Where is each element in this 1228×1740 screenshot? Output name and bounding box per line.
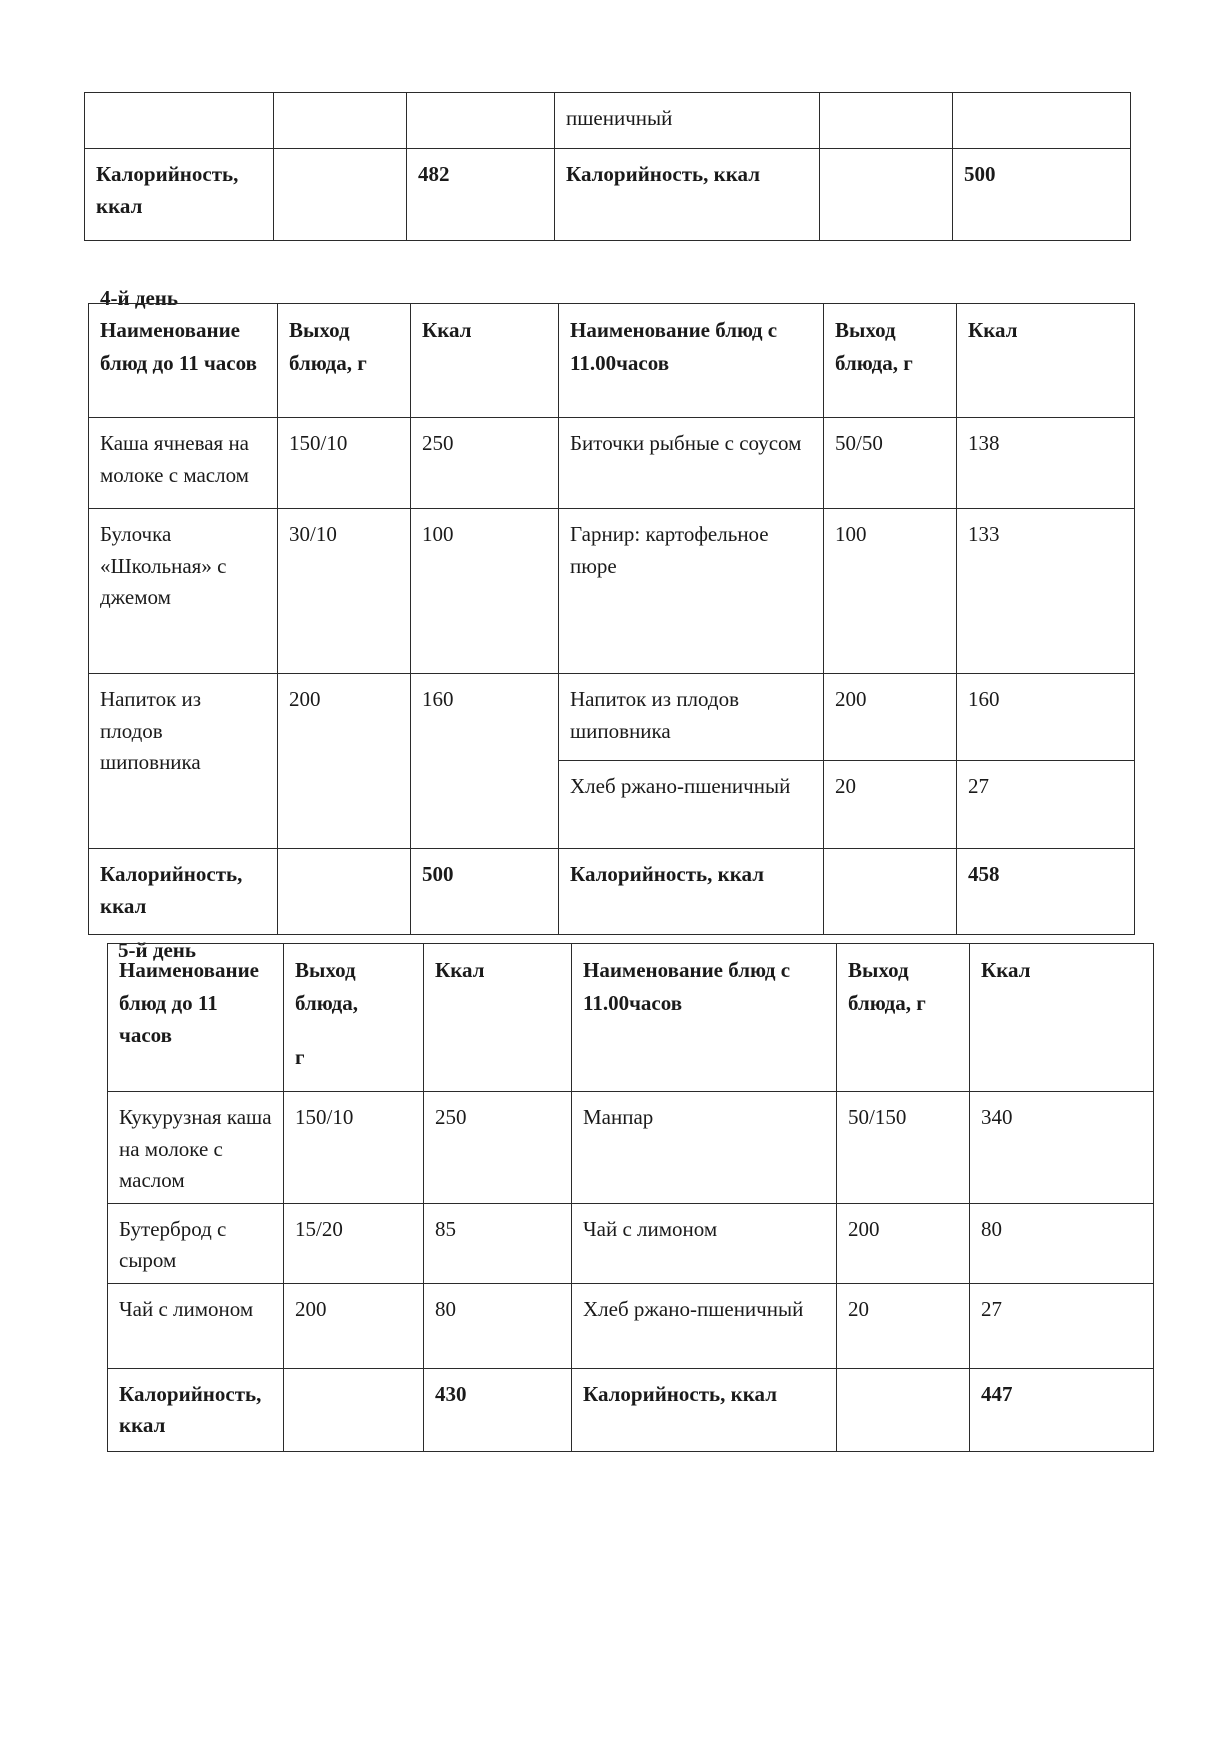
- header-lunch-kcal: Ккал: [970, 944, 1154, 1092]
- table-row: [108, 1203, 1154, 1283]
- table-row: [89, 418, 1135, 509]
- lunch-dish-kcal: 133: [957, 509, 1135, 674]
- lunch-dish-name: Хлеб ржано-пшеничный: [572, 1283, 837, 1368]
- table-row: [89, 674, 1135, 761]
- breakfast-dish-name: Напиток из плодов шиповника: [89, 674, 278, 849]
- breakfast-dish-name: Бутерброд с сыром: [108, 1203, 284, 1283]
- total-label-breakfast: Калорийность, ккал: [85, 149, 274, 241]
- breakfast-dish-kcal: 250: [424, 1092, 572, 1204]
- total-lunch-kcal: 447: [970, 1368, 1154, 1451]
- lunch-dish-name: пшеничный: [555, 93, 820, 149]
- empty-cell: [407, 93, 555, 149]
- breakfast-dish-name: Чай с лимоном: [108, 1283, 284, 1368]
- header-row: [89, 304, 1135, 418]
- lunch-dish-yield: 20: [824, 761, 957, 849]
- day5-table: [107, 943, 1154, 1452]
- day4-table: [88, 303, 1135, 935]
- total-breakfast-kcal: 430: [424, 1368, 572, 1451]
- empty-cell: [274, 93, 407, 149]
- lunch-dish-kcal: 27: [970, 1283, 1154, 1368]
- header-lunch-yield: Выход блюда, г: [824, 304, 957, 418]
- lunch-dish-yield: 20: [837, 1283, 970, 1368]
- header-lunch-yield: Выход блюда, г: [837, 944, 970, 1092]
- header-breakfast-name: Наименование блюд до 11 часов: [89, 304, 278, 418]
- breakfast-dish-yield: 150/10: [278, 418, 411, 509]
- total-label-lunch: Калорийность, ккал: [555, 149, 820, 241]
- lunch-dish-name: Биточки рыбные с соусом: [559, 418, 824, 509]
- lunch-dish-yield: 200: [837, 1203, 970, 1283]
- header-row: [108, 944, 1154, 1092]
- total-breakfast-kcal: 500: [411, 849, 559, 935]
- breakfast-dish-yield: 200: [278, 674, 411, 849]
- lunch-dish-kcal: 27: [957, 761, 1135, 849]
- total-row: [85, 149, 1131, 241]
- empty-cell: [824, 849, 957, 935]
- lunch-dish-kcal: 160: [957, 674, 1135, 761]
- breakfast-dish-kcal: 250: [411, 418, 559, 509]
- total-lunch-kcal: 458: [957, 849, 1135, 935]
- empty-cell: [820, 149, 953, 241]
- empty-cell: [284, 1368, 424, 1451]
- table-row: [108, 1283, 1154, 1368]
- breakfast-dish-yield: 15/20: [284, 1203, 424, 1283]
- breakfast-dish-kcal: 160: [411, 674, 559, 849]
- header-breakfast-kcal: Ккал: [411, 304, 559, 418]
- total-label-breakfast: Калорийность, ккал: [108, 1368, 284, 1451]
- breakfast-dish-yield: 150/10: [284, 1092, 424, 1204]
- day-title: 4-й день: [100, 286, 178, 310]
- breakfast-dish-kcal: 80: [424, 1283, 572, 1368]
- breakfast-dish-kcal: 100: [411, 509, 559, 674]
- breakfast-dish-yield: 30/10: [278, 509, 411, 674]
- prev-day-table: [84, 92, 1131, 241]
- total-breakfast-kcal: 482: [407, 149, 555, 241]
- lunch-dish-kcal: 138: [957, 418, 1135, 509]
- empty-cell: [274, 149, 407, 241]
- lunch-dish-yield: 50/50: [824, 418, 957, 509]
- empty-cell: [953, 93, 1131, 149]
- total-lunch-kcal: 500: [953, 149, 1131, 241]
- empty-cell: [820, 93, 953, 149]
- lunch-dish-yield: 100: [824, 509, 957, 674]
- header-breakfast-yield-line2: г: [295, 1045, 305, 1070]
- header-breakfast-kcal: Ккал: [424, 944, 572, 1092]
- total-label-breakfast: Калорийность, ккал: [89, 849, 278, 935]
- lunch-dish-name: Манпар: [572, 1092, 837, 1204]
- header-lunch-name: Наименование блюд с 11.00часов: [572, 944, 837, 1092]
- lunch-dish-yield: 200: [824, 674, 957, 761]
- breakfast-dish-yield: 200: [284, 1283, 424, 1368]
- breakfast-dish-name: Каша ячневая на молоке с маслом: [89, 418, 278, 509]
- lunch-dish-kcal: 80: [970, 1203, 1154, 1283]
- header-breakfast-yield: Выход блюда, г: [278, 304, 411, 418]
- lunch-dish-kcal: 340: [970, 1092, 1154, 1204]
- total-row: [108, 1368, 1154, 1451]
- total-label-lunch: Калорийность, ккал: [572, 1368, 837, 1451]
- table-row: [108, 1092, 1154, 1204]
- lunch-dish-name: Гарнир: картофельное пюре: [559, 509, 824, 674]
- day-title: 5-й день: [118, 938, 196, 962]
- empty-cell: [278, 849, 411, 935]
- empty-cell: [837, 1368, 970, 1451]
- header-breakfast-yield-line1: Выход блюда,: [295, 958, 358, 1015]
- lunch-dish-name: Напиток из плодов шиповника: [559, 674, 824, 761]
- empty-cell: [85, 93, 274, 149]
- table-row: [85, 93, 1131, 149]
- lunch-dish-yield: 50/150: [837, 1092, 970, 1204]
- header-lunch-name: Наименование блюд с 11.00часов: [559, 304, 824, 418]
- total-label-lunch: Калорийность, ккал: [559, 849, 824, 935]
- table-row: [89, 509, 1135, 674]
- header-breakfast-name: Наименование блюд до 11 часов: [108, 944, 284, 1092]
- total-row: [89, 849, 1135, 935]
- breakfast-dish-name: Кукурузная каша на молоке с маслом: [108, 1092, 284, 1204]
- lunch-dish-name: Хлеб ржано-пшеничный: [559, 761, 824, 849]
- header-lunch-kcal: Ккал: [957, 304, 1135, 418]
- breakfast-dish-name: Булочка «Школьная» с джемом: [89, 509, 278, 674]
- breakfast-dish-kcal: 85: [424, 1203, 572, 1283]
- header-breakfast-yield: [284, 944, 424, 1092]
- lunch-dish-name: Чай с лимоном: [572, 1203, 837, 1283]
